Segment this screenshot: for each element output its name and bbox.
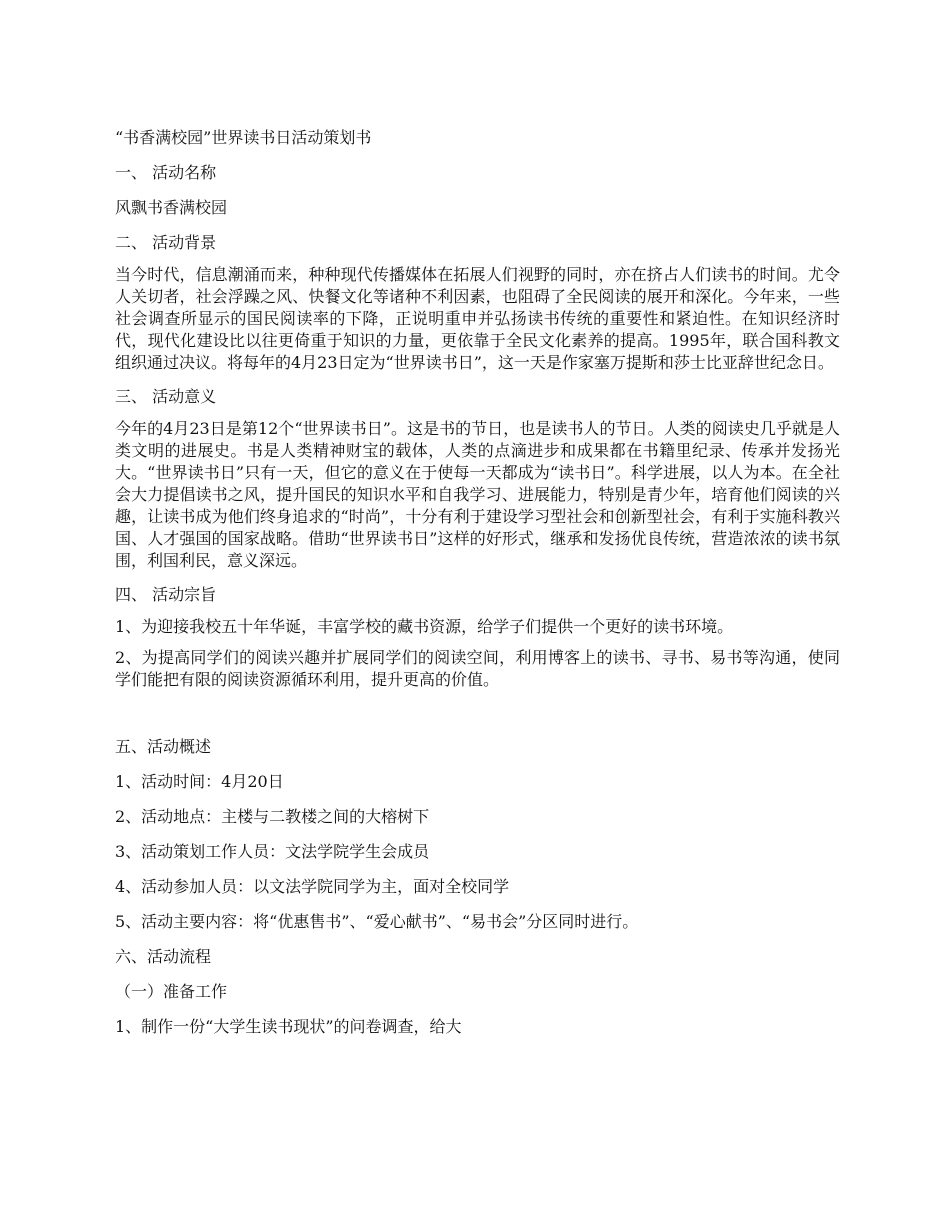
significance-paragraph: 今年的4月23日是第12个“世界读书日”。这是书的节日，也是读书人的节日。人类的阅读史几乎就是人类文明的进展史。书是人类精神财宝的载体，人类的点滴进步和成果都在书籍里纪录、传承并发扬光大。“世界读书日”只有一天，但它的意义在于使每一天都成为“读书日”。科学进展，以人为本。在全社会大力提倡读书之风，提升国民的知识水平和自我学习、进展能力，特别是青少年，培育他们阅读的兴趣，让读书成为他们终身追求的“时尚”，十分有利于建设学习型社会和创新型社会，有利于实施科教兴国、人才强国的国家战略。借助“世界读书日”这样的好形式，继承和发扬优良传统，营造浓浓的读书氛围，利国利民，意义深远。 bbox=[115, 419, 840, 570]
process-subheading-preparation: （一）准备工作 bbox=[115, 982, 228, 1001]
purpose-item-1: 1、为迎接我校五十年华诞，丰富学校的藏书资源，给学子们提供一个更好的读书环境。 bbox=[115, 617, 734, 636]
overview-item-participants: 4、活动参加人员：以文法学院同学为主，面对全校同学 bbox=[115, 877, 510, 896]
activity-name-text: 风飘书香满校园 bbox=[115, 198, 228, 217]
section-heading-significance: 三、 活动意义 bbox=[115, 387, 217, 406]
overview-item-content: 5、活动主要内容：将“优惠售书”、“爱心献书”、“易书会”分区同时进行。 bbox=[115, 912, 639, 931]
document-body bbox=[115, 124, 840, 1048]
overview-item-location: 2、活动地点：主楼与二教楼之间的大榕树下 bbox=[115, 807, 430, 826]
section-heading-activity-name: 一、 活动名称 bbox=[115, 163, 217, 182]
section-heading-process: 六、活动流程 bbox=[115, 947, 212, 966]
document-title: “书香满校园”世界读书日活动策划书 bbox=[115, 128, 372, 147]
background-paragraph: 当今时代，信息潮涌而来，种种现代传播媒体在拓展人们视野的同时，亦在挤占人们读书的时间。尤令人关切者，社会浮躁之风、快餐文化等诸种不利因素，也阻碍了全民阅读的展开和深化。今年来，一些社会调查所显示的国民阅读率的下降，正说明重申并弘扬读书传统的重要性和紧迫性。在知识经济时代，现代化建设比以往更倚重于知识的力量，更依靠于全民文化素养的提高。1995年，联合国科教文组织通过决议。将每年的4月23日定为“世界读书日”，这一天是作家塞万提斯和莎士比亚辞世纪念日。 bbox=[115, 265, 840, 372]
section-heading-overview: 五、活动概述 bbox=[115, 737, 212, 756]
purpose-item-2: 2、为提高同学们的阅读兴趣并扩展同学们的阅读空间，利用博客上的读书、寻书、易书等沟通，使同学们能把有限的阅读资源循环利用，提升更高的价值。 bbox=[115, 648, 840, 689]
process-item-1: 1、制作一份“大学生读书现状”的问卷调查，给大 bbox=[115, 1017, 462, 1036]
overview-item-time: 1、活动时间：4月20日 bbox=[115, 772, 284, 791]
blank-line bbox=[115, 700, 840, 733]
section-heading-background: 二、 活动背景 bbox=[115, 233, 217, 252]
overview-item-staff: 3、活动策划工作人员：文法学院学生会成员 bbox=[115, 842, 430, 861]
section-heading-purpose: 四、 活动宗旨 bbox=[115, 585, 217, 604]
